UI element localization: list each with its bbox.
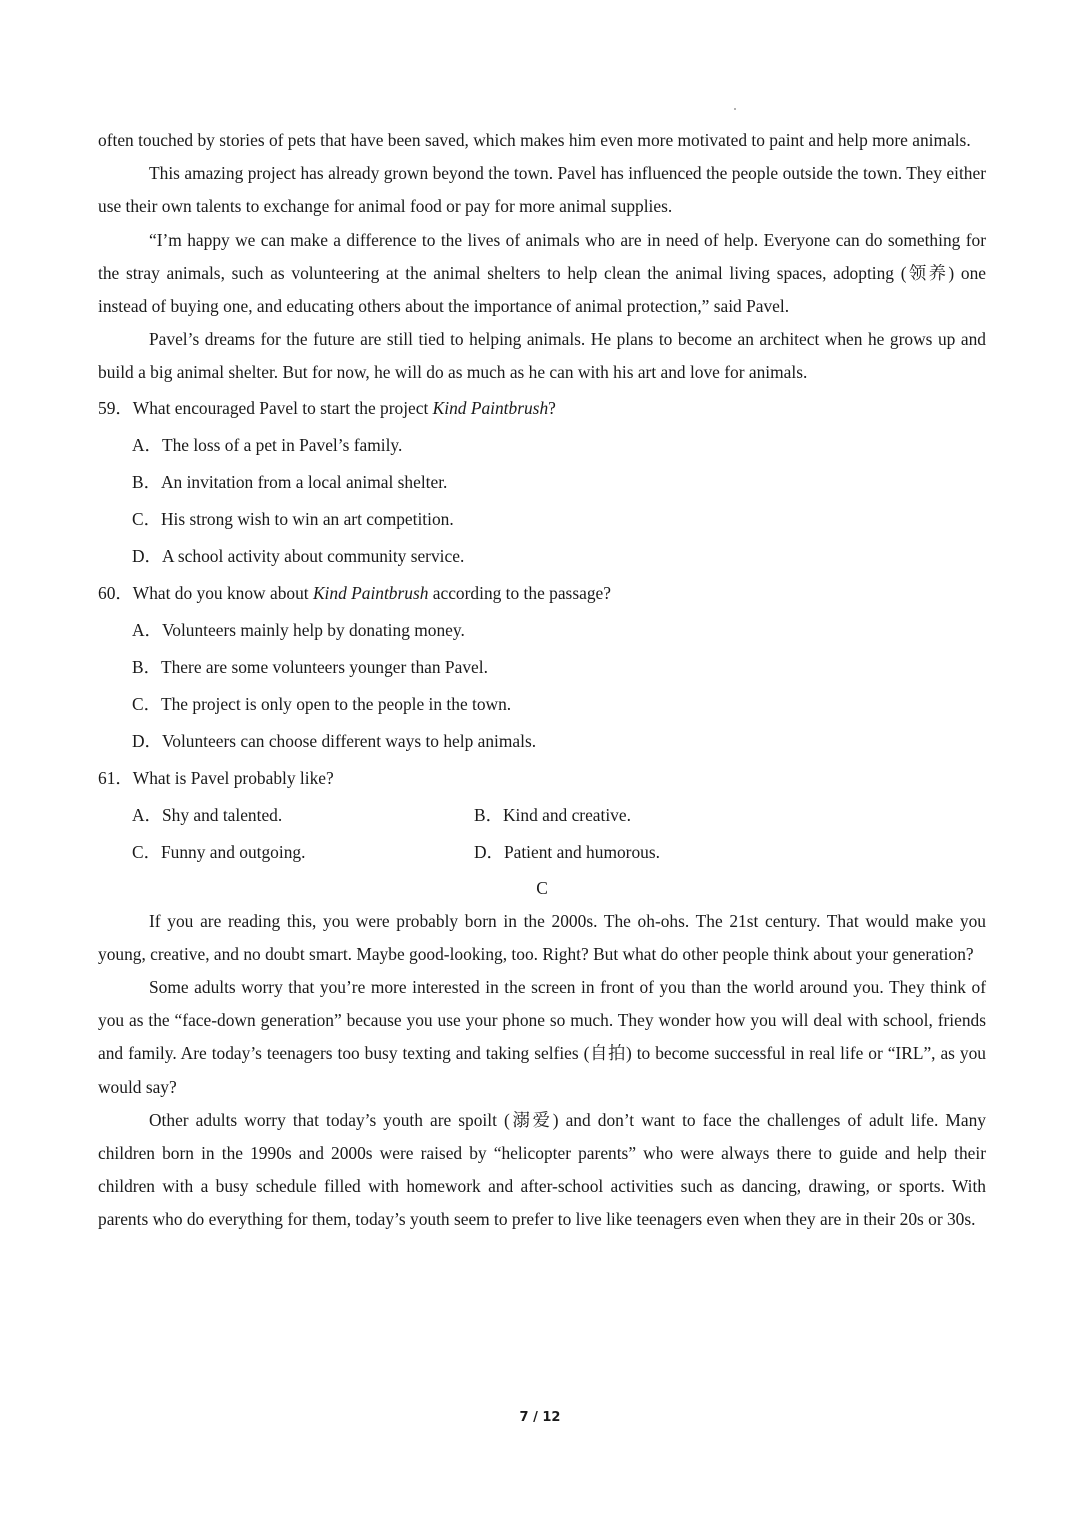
option-c: C．The project is only open to the people in the town. (132, 693, 512, 714)
stem-text: What do you know about (132, 582, 313, 603)
stem-text: ? (548, 397, 556, 418)
stem-text: What is Pavel probably like? (132, 767, 334, 788)
question-61 (98, 760, 986, 871)
option-d: D．Patient and humorous. (474, 841, 660, 862)
option-d: D．Volunteers can choose different ways to help animals. (132, 730, 537, 751)
stem-italic: Kind Paintbrush (312, 582, 429, 603)
page-content (98, 124, 986, 1237)
option-b: B．Kind and creative. (474, 804, 631, 825)
question-60 (98, 575, 986, 760)
passage-paragraph: “I’m happy we can make a difference to the lives of animals who are in need of help. Everyone can do something for the stray animals, such as volunteering at the animal shelters to help clean the animal living spaces, adopting (领养) one instead of buying one, and educating others about the importance of animal protection,” said Pavel. (98, 229, 986, 317)
stem-text: What encouraged Pavel to start the project (132, 397, 433, 418)
question-number: 59． (98, 397, 133, 418)
option-row (132, 797, 986, 834)
stem-italic: Kind Paintbrush (432, 397, 549, 418)
stem-text: according to the passage? (428, 582, 611, 603)
section-heading: C (536, 877, 548, 898)
option-c: C．Funny and outgoing. (132, 841, 306, 862)
page-number: 7 / 12 (519, 1410, 561, 1425)
passage-paragraph: Pavel’s dreams for the future are still tied to helping animals. He plans to become an architect when he grows up and build a big animal shelter. But for now, he will do as much as he can with his art and love for animals. (98, 329, 986, 383)
option-row (132, 834, 986, 871)
option-c: C．His strong wish to win an art competition. (132, 508, 454, 529)
option-a: A．The loss of a pet in Pavel’s family. (132, 434, 403, 455)
question-number: 61． (98, 767, 133, 788)
option-a: A．Volunteers mainly help by donating money. (132, 619, 465, 640)
passage-paragraph: Some adults worry that you’re more interested in the screen in front of you than the world around you. They think of you as the “face-down generation” because you use your phone so much. They wonder how you will deal with school, friends and family. Are today’s teenagers too busy texting and taking selfies (自拍) to become successful in real life or “IRL”, as you would say? (98, 977, 986, 1097)
option-d: D．A school activity about community service. (132, 545, 465, 566)
question-59 (98, 390, 986, 575)
scan-speck (734, 108, 736, 110)
question-number: 60． (98, 582, 133, 603)
passage-paragraph: This amazing project has already grown beyond the town. Pavel has influenced the people outside the town. They either use their own talents to exchange for animal food or pay for more animal supplies. (98, 163, 986, 217)
passage-paragraph: If you are reading this, you were probably born in the 2000s. The oh-ohs. The 21st century. That would make you young, creative, and no doubt smart. Maybe good-looking, too. Right? But what do other people think about your generation? (98, 910, 986, 964)
question-stem (98, 760, 986, 797)
option-b: B．There are some volunteers younger than Pavel. (132, 656, 488, 677)
question-stem (98, 575, 986, 612)
question-stem (98, 390, 986, 427)
option-a: A．Shy and talented. (132, 804, 283, 825)
passage-paragraph: Other adults worry that today’s youth are spoilt (溺爱) and don’t want to face the challenges of adult life. Many children born in the 1990s and 2000s were raised by “helicopter parents” who were always there to guide and help their children with a busy schedule filled with homework and after-school activities such as dancing, drawing, or sports. With parents who do everything for them, today’s youth seem to prefer to live like teenagers even when they are in their 20s or 30s. (98, 1109, 986, 1230)
option-b: B．An invitation from a local animal shelter. (132, 471, 448, 492)
passage-paragraph: often touched by stories of pets that have been saved, which makes him even more motivated to paint and help more animals. (98, 130, 971, 150)
